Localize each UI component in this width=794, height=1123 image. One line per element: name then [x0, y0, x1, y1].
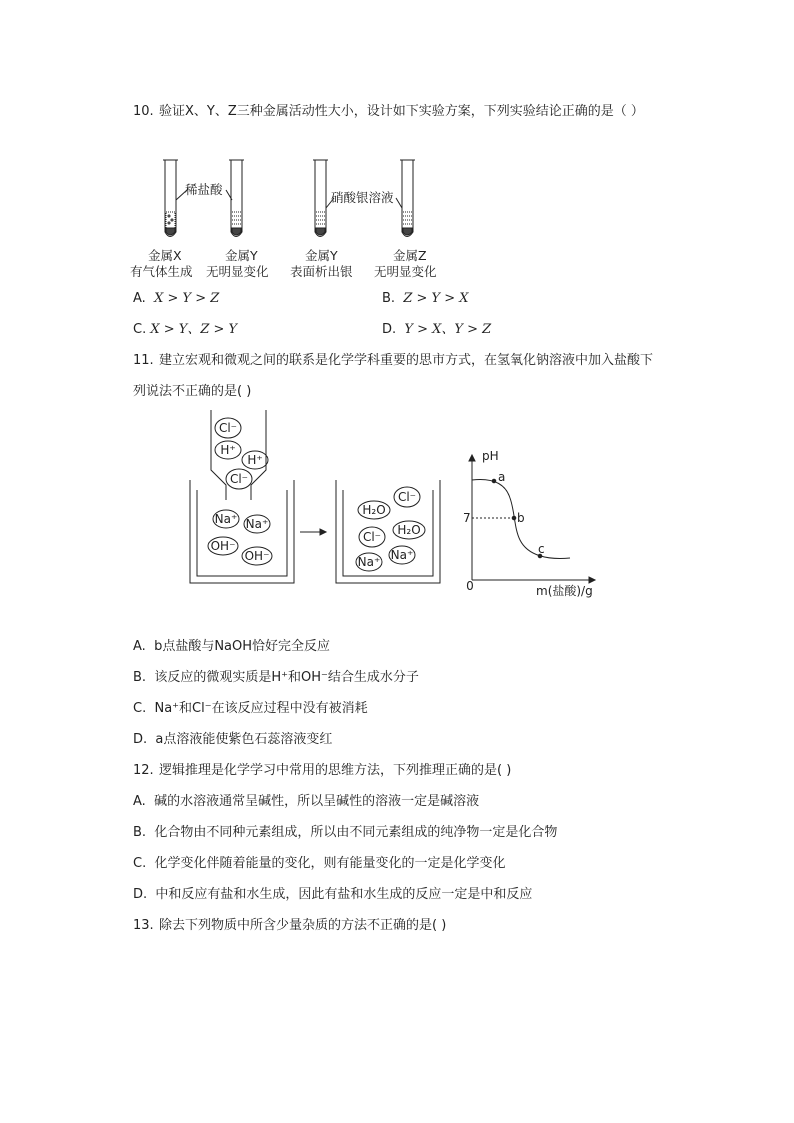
- graph-label-b: b: [517, 511, 525, 525]
- arrow-head: [320, 529, 326, 535]
- graph-y-tick-7: 7: [463, 511, 471, 525]
- q13-stem: 13. 除去下列物质中所含少量杂质的方法不正确的是( ): [133, 918, 447, 933]
- graph-x-label: m(盐酸)/g: [536, 584, 593, 598]
- test-tube-4: [400, 160, 415, 237]
- q12-option-b: B. 化合物由不同种元素组成，所以由不同元素组成的纯净物一定是化合物: [133, 825, 558, 840]
- q11-number: 11.: [133, 353, 154, 368]
- q13-number: 13.: [133, 918, 154, 933]
- ion-cl-1: Cl⁻: [218, 421, 238, 435]
- q12-number: 12.: [133, 763, 154, 778]
- tube2-metal: 金属Y: [225, 248, 258, 263]
- ion-na-1: Na⁺: [214, 512, 238, 526]
- ion-cl-2: Cl⁻: [229, 472, 249, 486]
- ion-h-2: H⁺: [247, 453, 263, 467]
- q11-stem-line2: 列说法不正确的是( ): [133, 384, 252, 399]
- q10-option-b: B. Z > Y > X: [382, 291, 469, 306]
- tube3-result: 表面析出银: [290, 264, 353, 279]
- ion-cl-3: Cl⁻: [397, 490, 417, 504]
- ion-na-4: Na⁺: [390, 548, 414, 562]
- graph-point-a: [492, 479, 496, 483]
- tube1-metal: 金属X: [148, 248, 182, 263]
- q10-number: 10.: [133, 104, 154, 119]
- beaker-1: [190, 480, 294, 583]
- graph-point-b: [512, 516, 516, 520]
- q11-option-a: A. b点盐酸与NaOH恰好完全反应: [133, 639, 331, 654]
- q10-option-d: D. Y > X、Y > Z: [382, 322, 492, 337]
- q11-option-c: C. Na⁺和Cl⁻在该反应过程中没有被消耗: [133, 701, 368, 716]
- q12-stem: 12. 逻辑推理是化学学习中常用的思维方法，下列推理正确的是( ): [133, 763, 512, 778]
- q12-option-c: C. 化学变化伴随着能量的变化，则有能量变化的一定是化学变化: [133, 856, 506, 871]
- q12-option-a: A. 碱的水溶液通常呈碱性，所以呈碱性的溶液一定是碱溶液: [133, 794, 480, 809]
- label-dilute-hcl: 稀盐酸: [185, 182, 223, 197]
- ion-cl-4: Cl⁻: [362, 530, 382, 544]
- q11-ion-labels: [211, 421, 421, 569]
- tube2-result: 无明显变化: [206, 264, 269, 279]
- q11-stem-line1: 11. 建立宏观和微观之间的联系是化学学科重要的思市方式，在氢氧化钠溶液中加入盐酸下: [133, 353, 654, 368]
- tube1-result: 有气体生成: [130, 264, 193, 279]
- graph-label-c: c: [538, 542, 545, 556]
- tube3-metal: 金属Y: [305, 248, 338, 263]
- test-tube-1: [163, 160, 178, 237]
- test-tube-3: [313, 160, 328, 237]
- molecule-h2o-1: H₂O: [362, 503, 386, 517]
- ion-na-3: Na⁺: [357, 555, 381, 569]
- q11-option-b: B. 该反应的微观实质是H⁺和OH⁻结合生成水分子: [133, 670, 419, 685]
- tube4-metal: 金属Z: [393, 248, 427, 263]
- q10-text: 验证X、Y、Z三种金属活动性大小，设计如下实验方案，下列实验结论正确的是（ ）: [159, 104, 644, 119]
- q10-option-a: A. X > Y > Z: [133, 291, 220, 306]
- q11-option-d: D. a点溶液能使紫色石蕊溶液变红: [133, 732, 333, 747]
- q10-option-c: C. X > Y、Z > Y: [133, 322, 238, 337]
- ion-h-1: H⁺: [220, 443, 236, 457]
- ion-oh-1: OH⁻: [210, 539, 236, 553]
- graph-y-label: pH: [482, 449, 499, 463]
- ion-na-2: Na⁺: [245, 517, 269, 531]
- graph-label-a: a: [498, 470, 506, 484]
- graph-origin: 0: [466, 579, 474, 593]
- ion-oh-2: OH⁻: [244, 549, 270, 563]
- q12-option-d: D. 中和反应有盐和水生成，因此有盐和水生成的反应一定是中和反应: [133, 887, 533, 902]
- molecule-h2o-2: H₂O: [397, 523, 421, 537]
- tube4-result: 无明显变化: [374, 264, 437, 279]
- label-silver-nitrate: 硝酸银溶液: [331, 190, 394, 205]
- q11-graph-labels: [463, 449, 593, 598]
